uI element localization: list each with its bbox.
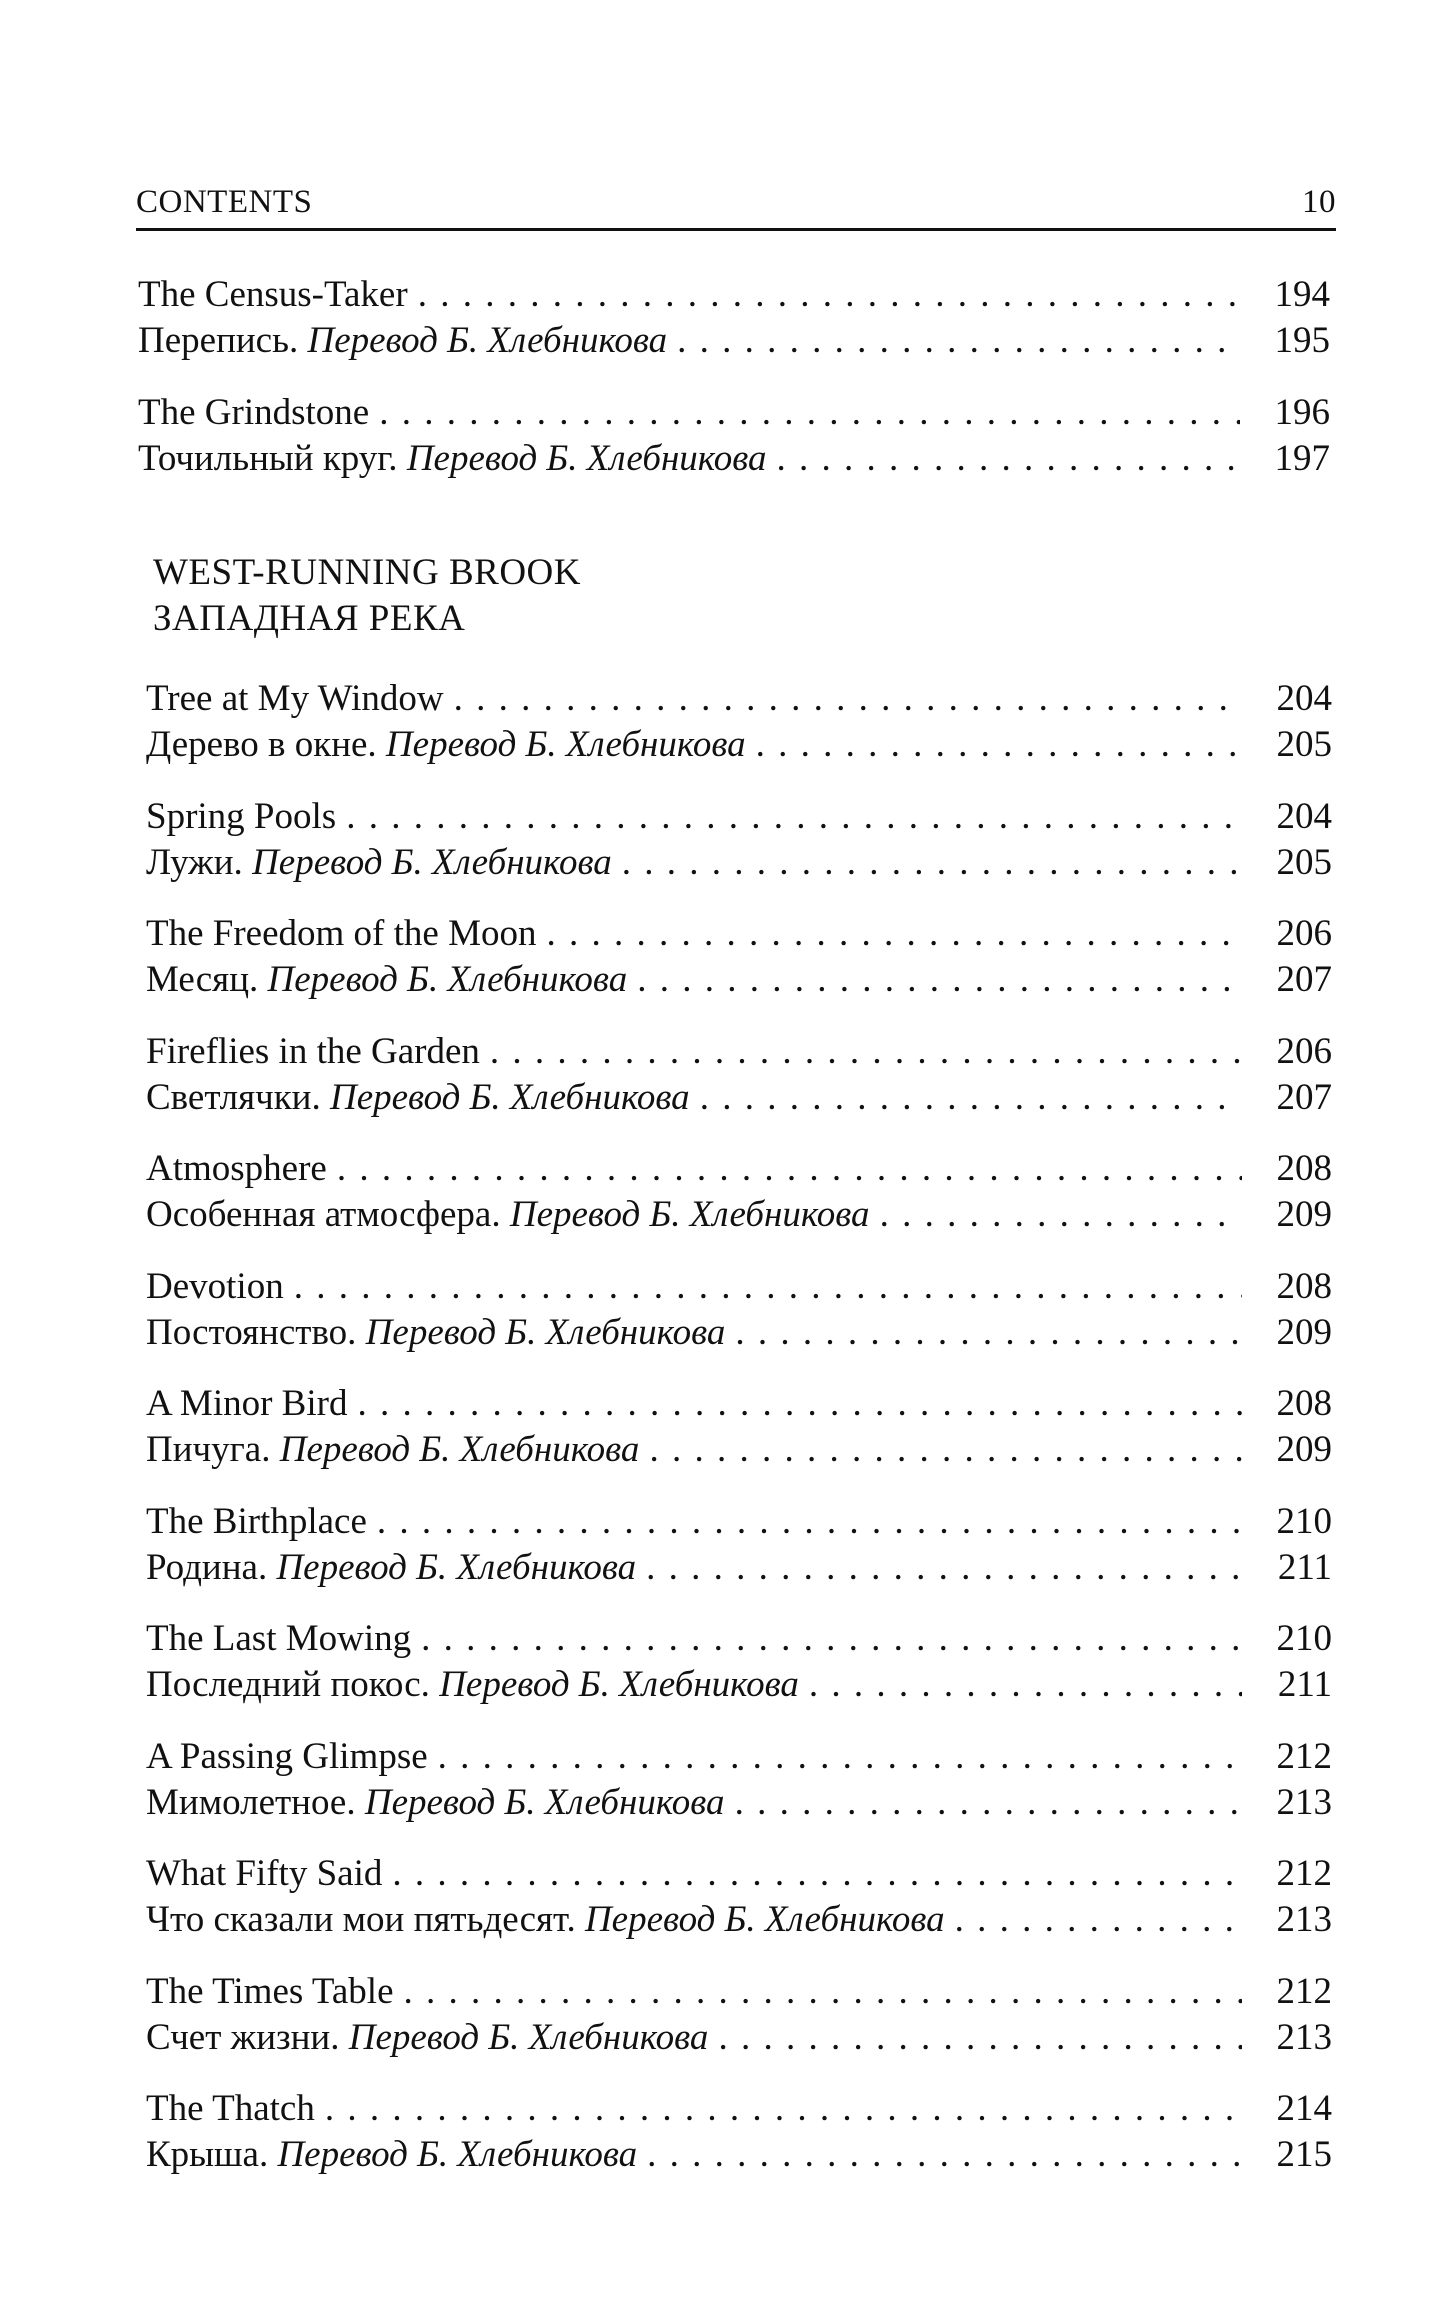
entry-page: 215 (1276, 2134, 1332, 2175)
entry-page: 204 (1276, 678, 1332, 719)
running-header (136, 176, 1336, 231)
entry-title: Точильный круг. (138, 438, 398, 479)
toc-entry-ru[interactable] (146, 1662, 1332, 1708)
entry-translator: Перевод Б. Хлебникова (279, 1429, 640, 1470)
entry-translator: Перевод Б. Хлебникова (267, 959, 628, 1000)
entry-title: Мимолетное. (146, 1782, 356, 1823)
entry-page: 209 (1276, 1429, 1332, 1470)
entry-title: The Birthplace (146, 1501, 367, 1542)
entry-title: Дерево в окне. (146, 724, 377, 765)
toc-entry-en[interactable] (146, 1499, 1332, 1545)
section-title-en: WEST-RUNNING BROOK (153, 552, 581, 593)
toc-entry-ru[interactable] (146, 1897, 1332, 1943)
entry-title: Последний покос. (146, 1664, 430, 1705)
entry-title: The Thatch (146, 2088, 315, 2129)
toc-entry-ru[interactable] (146, 1427, 1332, 1473)
entry-page: 205 (1276, 842, 1332, 883)
entry-translator: Перевод Б. Хлебникова (252, 842, 612, 883)
toc-entry-ru[interactable] (138, 436, 1330, 482)
entry-title: Светлячки. (146, 1077, 321, 1118)
toc-entry-en[interactable] (138, 390, 1330, 436)
entry-title: Родина. (146, 1547, 268, 1588)
toc-entry-ru[interactable] (146, 1780, 1332, 1826)
entry-title: Spring Pools (146, 796, 337, 837)
toc-entry-ru[interactable] (138, 318, 1330, 364)
toc-entry-en[interactable] (146, 1381, 1332, 1427)
toc-entry-en[interactable] (146, 911, 1332, 957)
entry-page: 194 (1274, 274, 1330, 315)
entry-translator: Перевод Б. Хлебникова (509, 1194, 870, 1235)
entry-page: 211 (1277, 1547, 1332, 1588)
entry-page: 207 (1276, 959, 1332, 1000)
entry-page: 212 (1276, 1971, 1332, 2012)
entry-page: 208 (1276, 1383, 1332, 1424)
entry-page: 212 (1276, 1736, 1332, 1777)
entry-page: 209 (1276, 1312, 1332, 1353)
toc-entry-ru[interactable] (146, 840, 1332, 886)
entry-page: 206 (1276, 1031, 1332, 1072)
entry-title: Перепись. (138, 320, 299, 361)
entry-title: A Passing Glimpse (146, 1736, 428, 1777)
entry-translator: Перевод Б. Хлебникова (277, 2134, 638, 2175)
entry-title: Devotion (146, 1266, 284, 1307)
toc-entry-ru[interactable] (146, 1545, 1332, 1591)
section-title-ru: ЗАПАДНАЯ РЕКА (153, 598, 466, 639)
entry-page: 205 (1276, 724, 1332, 765)
toc-entry-ru[interactable] (146, 957, 1332, 1003)
entry-title: The Last Mowing (146, 1618, 412, 1659)
header-title: CONTENTS (136, 184, 313, 220)
toc-entry-ru[interactable] (146, 2015, 1332, 2061)
toc-entry-ru[interactable] (146, 1310, 1332, 1356)
toc-entry-ru[interactable] (146, 722, 1332, 768)
entry-page: 207 (1276, 1077, 1332, 1118)
entry-title: Лужи. (146, 842, 243, 883)
entry-page: 204 (1276, 796, 1332, 837)
entry-translator: Перевод Б. Хлебникова (348, 2017, 709, 2058)
entry-page: 197 (1274, 438, 1330, 479)
entry-page: 210 (1276, 1618, 1332, 1659)
entry-page: 208 (1276, 1148, 1332, 1189)
entry-page: 211 (1277, 1664, 1332, 1705)
entry-title: What Fifty Said (146, 1853, 383, 1894)
entry-title: The Freedom of the Moon (146, 913, 537, 954)
toc-entry-en[interactable] (138, 272, 1330, 318)
entry-title: Крыша. (146, 2134, 269, 2175)
entry-page: 196 (1274, 392, 1330, 433)
toc-entry-en[interactable] (146, 1264, 1332, 1310)
entry-title: Постоянство. (146, 1312, 357, 1353)
entry-title: Пичуга. (146, 1429, 271, 1470)
entry-title: Особенная атмосфера. (146, 1194, 501, 1235)
entry-page: 213 (1276, 1782, 1332, 1823)
entry-translator: Перевод Б. Хлебникова (364, 1782, 725, 1823)
header-page-number: 10 (1302, 184, 1336, 220)
entry-page: 210 (1276, 1501, 1332, 1542)
entry-page: 209 (1276, 1194, 1332, 1235)
toc-entry-en[interactable] (146, 1616, 1332, 1662)
entry-title: The Grindstone (138, 392, 370, 433)
entry-translator: Перевод Б. Хлебникова (307, 320, 668, 361)
entry-title: Tree at My Window (146, 678, 444, 719)
entry-translator: Перевод Б. Хлебникова (365, 1312, 726, 1353)
entry-page: 206 (1276, 913, 1332, 954)
entry-title: The Census-Taker (138, 274, 408, 315)
entry-title: Счет жизни. (146, 2017, 340, 2058)
toc-entry-en[interactable] (146, 1029, 1332, 1075)
entry-page: 208 (1276, 1266, 1332, 1307)
entry-page: 213 (1276, 1899, 1332, 1940)
entry-translator: Перевод Б. Хлебникова (439, 1664, 799, 1705)
entry-page: 212 (1276, 1853, 1332, 1894)
toc-entry-ru[interactable] (146, 1075, 1332, 1121)
entry-title: The Times Table (146, 1971, 394, 2012)
entry-title: A Minor Bird (146, 1383, 348, 1424)
toc-entry-en[interactable] (146, 794, 1332, 840)
toc-entry-en[interactable] (146, 1146, 1332, 1192)
toc-entry-en[interactable] (146, 1851, 1332, 1897)
entry-translator: Перевод Б. Хлебникова (406, 438, 767, 479)
toc-entry-ru[interactable] (146, 1192, 1332, 1238)
entry-page: 214 (1276, 2088, 1332, 2129)
entry-title: Что сказали мои пятьдесят. (146, 1899, 576, 1940)
entry-translator: Перевод Б. Хлебникова (584, 1899, 945, 1940)
entry-title: Fireflies in the Garden (146, 1031, 480, 1072)
entry-translator: Перевод Б. Хлебникова (385, 724, 746, 765)
toc-entry-ru[interactable] (146, 2132, 1332, 2178)
toc-entry-en[interactable] (146, 2086, 1332, 2132)
toc-entry-en[interactable] (146, 1734, 1332, 1780)
toc-entry-en[interactable] (146, 676, 1332, 722)
entry-translator: Перевод Б. Хлебникова (276, 1547, 637, 1588)
entry-translator: Перевод Б. Хлебникова (329, 1077, 690, 1118)
entry-page: 195 (1274, 320, 1330, 361)
toc-entry-en[interactable] (146, 1969, 1332, 2015)
entry-page: 213 (1276, 2017, 1332, 2058)
entry-title: Месяц. (146, 959, 259, 1000)
entry-title: Atmosphere (146, 1148, 327, 1189)
